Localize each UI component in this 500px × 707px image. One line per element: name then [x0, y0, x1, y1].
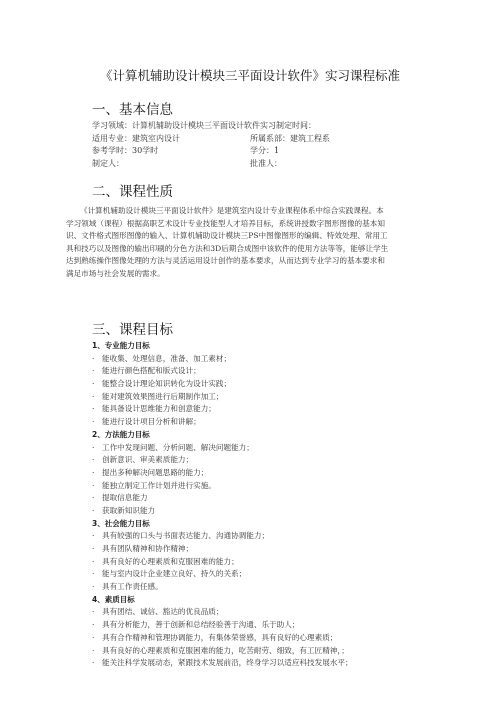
goal-list-item — [92, 632, 422, 645]
goal-list-item — [92, 619, 422, 632]
goal-list-item — [92, 365, 422, 378]
goal-item-text: 能进行设计项目分析和讲解； — [102, 417, 201, 427]
info-row — [92, 133, 412, 146]
goal-item-text: 能与室内设计企业建立良好、持久的关系； — [102, 569, 247, 579]
section-heading-basic-info: 一、基本信息 — [92, 102, 173, 118]
goal-list-item — [92, 391, 422, 404]
document-title: 《计算机辅助设计模块三平面设计软件》实习课程标准 — [99, 68, 400, 83]
section-heading-course-goals: 三、课程目标 — [92, 322, 173, 338]
goal-item-text: 工作中发现问题、分析问题、解决问题能力； — [102, 442, 254, 452]
goal-list-item — [92, 480, 422, 493]
goal-item-text: 具有合作精神和管理协调能力，有集体荣誉感，具有良好的心理素质； — [102, 632, 338, 642]
goal-list-item — [92, 606, 422, 619]
bullet-dot-icon: · — [92, 569, 95, 579]
goal-item-text: 能独立制定工作计划并进行实施。 — [102, 480, 216, 490]
info-cell: 所属系部：建筑工程系 — [250, 133, 330, 143]
goal-list-item — [92, 581, 422, 594]
bullet-dot-icon: · — [92, 442, 95, 452]
goal-item-text: 具有团结、诚信、豁达的优良品质； — [102, 607, 224, 617]
goal-category-heading: 4、素质目标 — [92, 594, 135, 604]
goal-list-item — [92, 378, 422, 391]
bullet-dot-icon: · — [92, 556, 95, 566]
basic-info-table — [92, 120, 412, 170]
goal-item-text: 具有较强的口头与书面表达能力、沟通协调能力； — [102, 531, 270, 541]
goal-item-text: 提取信息能力 — [102, 493, 148, 503]
bullet-dot-icon: · — [92, 417, 95, 427]
bullet-dot-icon: · — [92, 391, 95, 401]
goal-list-item — [92, 556, 422, 569]
goal-item-text: 具有良好的心理素质和克服困难的能力，吃苦耐劳、细致，有工匠精神，； — [102, 645, 349, 655]
goal-item-text: 具有良好的心理素质和克服困难的能力； — [102, 556, 239, 566]
goal-item-text: 能具备设计思维能力和创意能力； — [102, 404, 216, 414]
goal-list-item — [92, 543, 422, 556]
goal-list-item — [92, 353, 422, 366]
paragraph-line: 学习领域（课程）根据高职艺术设计专业技能型人才培养目标，系统讲授数字图形图像的基本知 — [66, 218, 385, 228]
paragraph-line: 识、文件格式图形图像的输入、计算机辅助设计模块三PS中图像图形的编辑、特效处理、常用工 — [66, 231, 388, 241]
goal-item-text: 能收集、处理信息，准备、加工素材； — [102, 353, 232, 363]
goal-item-text: 创新意识、审美素质能力； — [102, 455, 194, 465]
bullet-dot-icon: · — [92, 620, 95, 630]
paragraph-line: 满足市场与社会发展的需求。 — [66, 268, 165, 278]
goal-item-text: 能关注科学发展动态，紧跟技术发展前沿，终身学习以适应科技发展水平； — [102, 658, 353, 668]
goal-list-item — [92, 568, 422, 581]
goal-list-item — [92, 492, 422, 505]
bullet-dot-icon: · — [92, 544, 95, 553]
goal-item-text: 获取新知识能力 — [102, 505, 156, 515]
goal-list-item — [92, 442, 422, 455]
bullet-dot-icon: · — [92, 658, 95, 668]
bullet-dot-icon: · — [92, 379, 95, 389]
goal-list-item — [92, 416, 422, 429]
bullet-dot-icon: · — [92, 366, 95, 376]
bullet-dot-icon: · — [92, 404, 95, 414]
bullet-dot-icon: · — [92, 607, 95, 617]
bullet-dot-icon: · — [92, 480, 95, 490]
goal-item-text: 具有工作责任感。 — [102, 582, 163, 592]
goal-list-item — [92, 657, 422, 670]
bullet-dot-icon: · — [92, 531, 95, 541]
goal-category-heading: 3、社会能力目标 — [92, 518, 150, 528]
info-row — [92, 145, 412, 158]
course-nature-paragraph — [66, 205, 434, 281]
goal-item-text: 能对建筑效果图进行后期制作加工； — [102, 391, 224, 401]
bullet-dot-icon: · — [92, 353, 95, 363]
goal-list-item — [92, 530, 422, 543]
goal-item-text: 提出多种解决问题思路的能力； — [102, 467, 209, 477]
info-row — [92, 120, 412, 133]
goal-list-item — [92, 454, 422, 467]
bullet-dot-icon: · — [92, 582, 95, 592]
bullet-dot-icon: · — [92, 632, 95, 642]
goal-item-text: 能进行颜色搭配和版式设计； — [102, 366, 201, 376]
goal-category-heading: 1、专业能力目标 — [92, 341, 150, 350]
bullet-dot-icon: · — [92, 645, 95, 655]
info-cell: 适用专业：建筑室内设计 — [92, 133, 180, 143]
goal-item-text: 能整合设计理论知识转化为设计实践； — [102, 379, 232, 389]
bullet-dot-icon: · — [92, 455, 95, 465]
goal-item-text: 具有团队精神和协作精神； — [102, 544, 194, 553]
bullet-dot-icon: · — [92, 467, 95, 477]
goal-item-text: 具有分析能力，善于创新和总结经验善于沟通、乐于助人； — [102, 620, 300, 630]
goal-list-item — [92, 505, 422, 518]
info-cell: 制定人： — [92, 158, 124, 168]
info-cell: 参考学时：30学时 — [92, 146, 159, 155]
goal-category-heading: 2、方法能力目标 — [92, 429, 150, 439]
info-cell: 批准人： — [250, 158, 282, 168]
bullet-dot-icon: · — [92, 493, 95, 503]
info-row — [92, 158, 412, 171]
paragraph-line: 达到熟练操作图像处理的方法与灵活运用设计创作的基本要求，从而达到专业学习的基本要求和 — [66, 256, 385, 266]
info-cell: 学习领域：计算机辅助设计模块三平面设计软件实习制定时间： — [92, 121, 316, 130]
paragraph-line: 具和技巧以及图像的输出印刷的分色方法和3D后期合成图中该软件的使用方法等等，能够让学生 — [66, 243, 389, 253]
paragraph-line: 《计算机辅助设计模块三平面设计软件》是建筑室内设计专业课程体系中综合实践课程。本 — [80, 206, 384, 215]
info-cell: 学分：1 — [250, 146, 280, 155]
bullet-dot-icon: · — [92, 505, 95, 515]
goal-list-item — [92, 403, 422, 416]
section-heading-course-nature: 二、课程性质 — [92, 184, 173, 200]
goal-list-item — [92, 645, 422, 658]
goal-list-item — [92, 467, 422, 480]
course-goals-list — [92, 340, 422, 670]
